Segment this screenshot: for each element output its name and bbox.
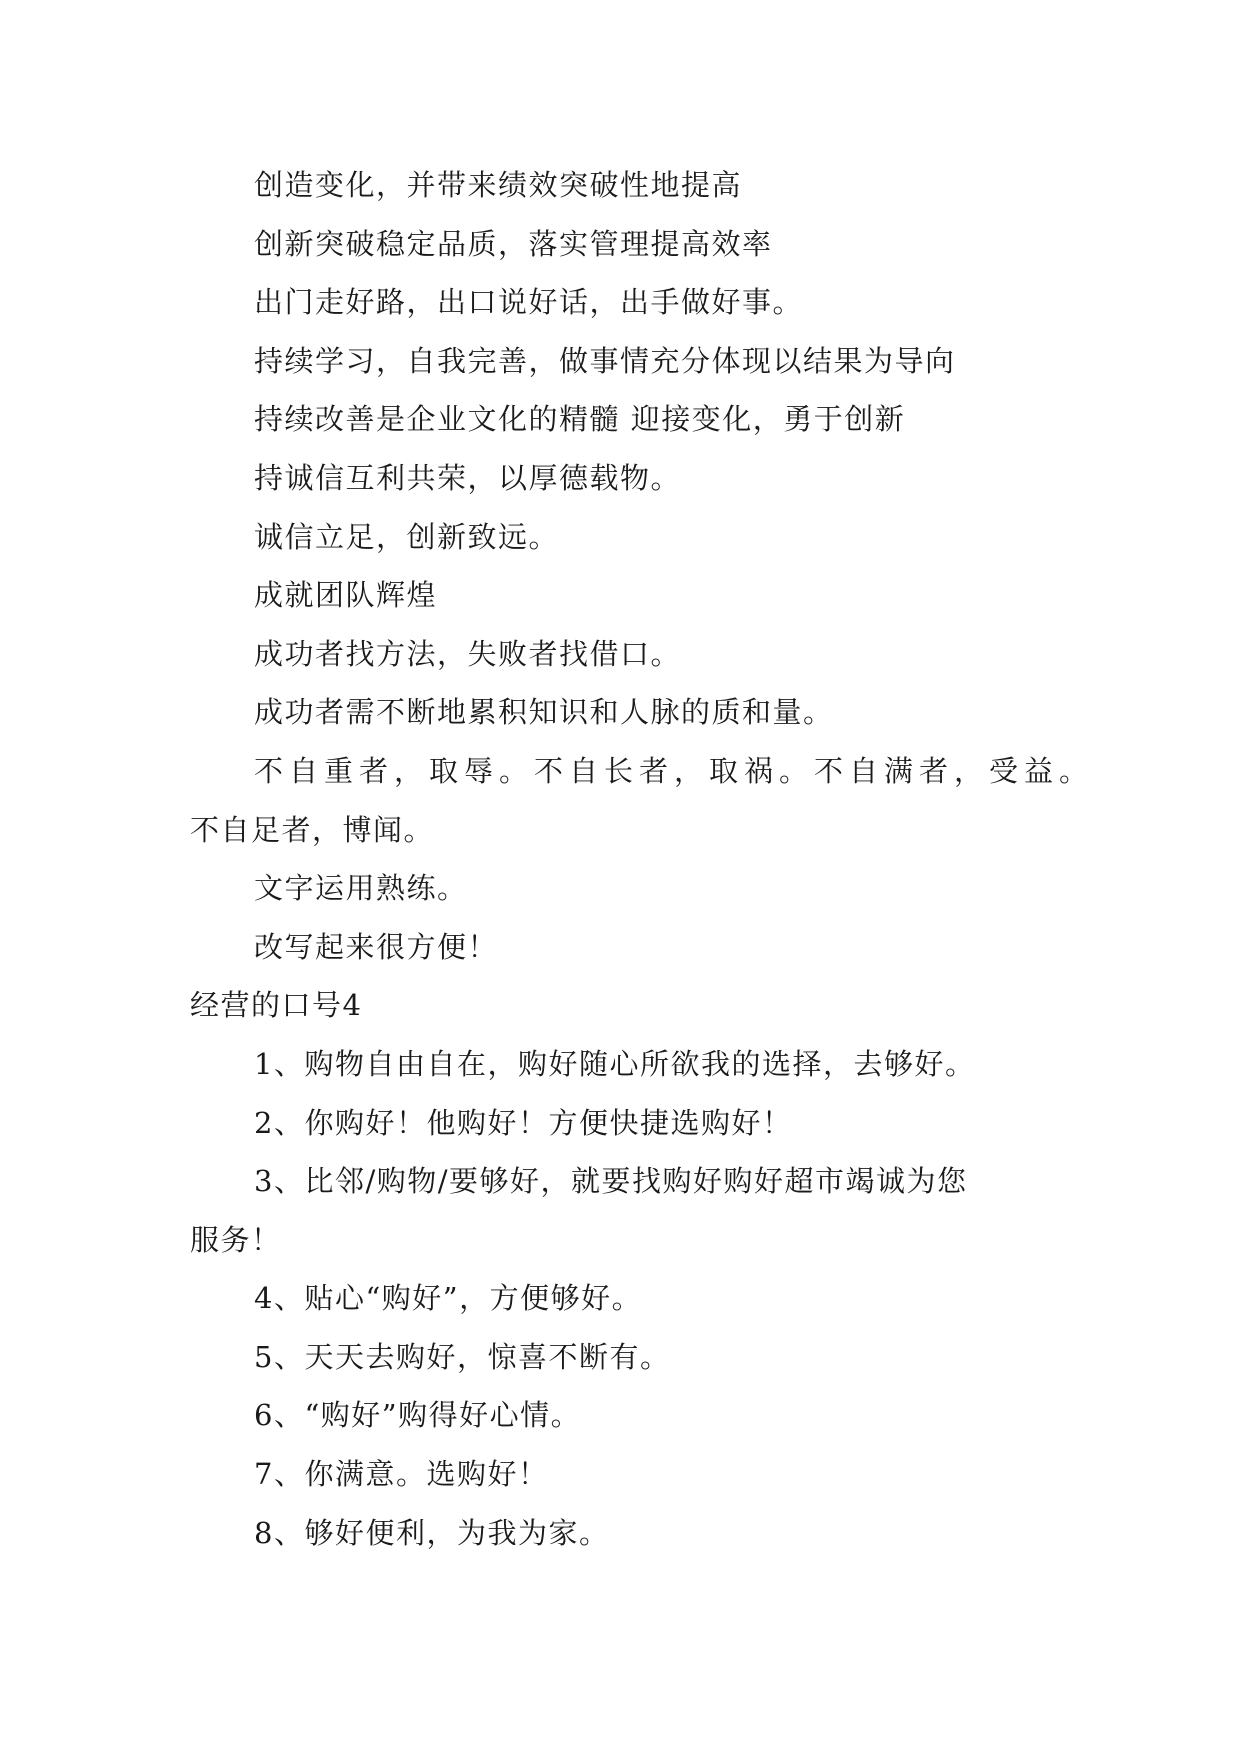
paragraph: 文字运用熟练。 — [254, 871, 468, 906]
slogan-item: 4、贴心“购好”，方便够好。 — [254, 1281, 643, 1316]
paragraph-line: 不自足者，博闻。 — [190, 812, 435, 847]
slogan-item: 2、你购好！他购好！方便快捷选购好！ — [254, 1105, 793, 1140]
slogan-item: 5、天天去购好，惊喜不断有。 — [254, 1339, 671, 1374]
slogan-item-multiline — [190, 1152, 1090, 1269]
slogan-item: 6、“购好”购得好心情。 — [254, 1398, 582, 1433]
paragraph: 成就团队辉煌 — [254, 578, 438, 613]
slogan-item: 1、购物自由自在，购好随心所欲我的选择，去够好。 — [254, 1046, 976, 1081]
slogan-line: 3、比邻/购物/要够好，就要找购好购好超市竭诚为您 — [254, 1164, 968, 1199]
paragraph: 创造变化，并带来绩效突破性地提高 — [254, 168, 743, 202]
paragraph: 持续学习，自我完善，做事情充分体现以结果为导向 — [254, 343, 956, 378]
paragraph-line: 不自重者，取辱。不自长者，取祸。不自满者，受益。 — [254, 753, 1095, 788]
paragraph: 成功者需不断地累积知识和人脉的质和量。 — [254, 695, 834, 730]
paragraph: 持续改善是企业文化的精髓 迎接变化，勇于创新 — [254, 402, 906, 437]
paragraph: 成功者找方法，失败者找借口。 — [254, 636, 682, 671]
paragraph: 诚信立足，创新致远。 — [254, 519, 560, 554]
paragraph: 出门走好路，出口说好话，出手做好事。 — [254, 285, 804, 320]
slogan-line: 服务！ — [190, 1222, 282, 1257]
slogan-item: 7、你满意。选购好！ — [254, 1457, 549, 1492]
section-heading: 经营的口号4 — [190, 988, 363, 1023]
long-paragraph — [190, 742, 1095, 859]
paragraph: 创新突破稳定品质，落实管理提高效率 — [254, 226, 773, 261]
paragraph: 持诚信互利共荣，以厚德载物。 — [254, 460, 682, 495]
document-body — [190, 156, 1095, 1562]
slogan-item: 8、够好便利，为我为家。 — [254, 1515, 610, 1550]
paragraph: 改写起来很方便！ — [254, 929, 499, 964]
